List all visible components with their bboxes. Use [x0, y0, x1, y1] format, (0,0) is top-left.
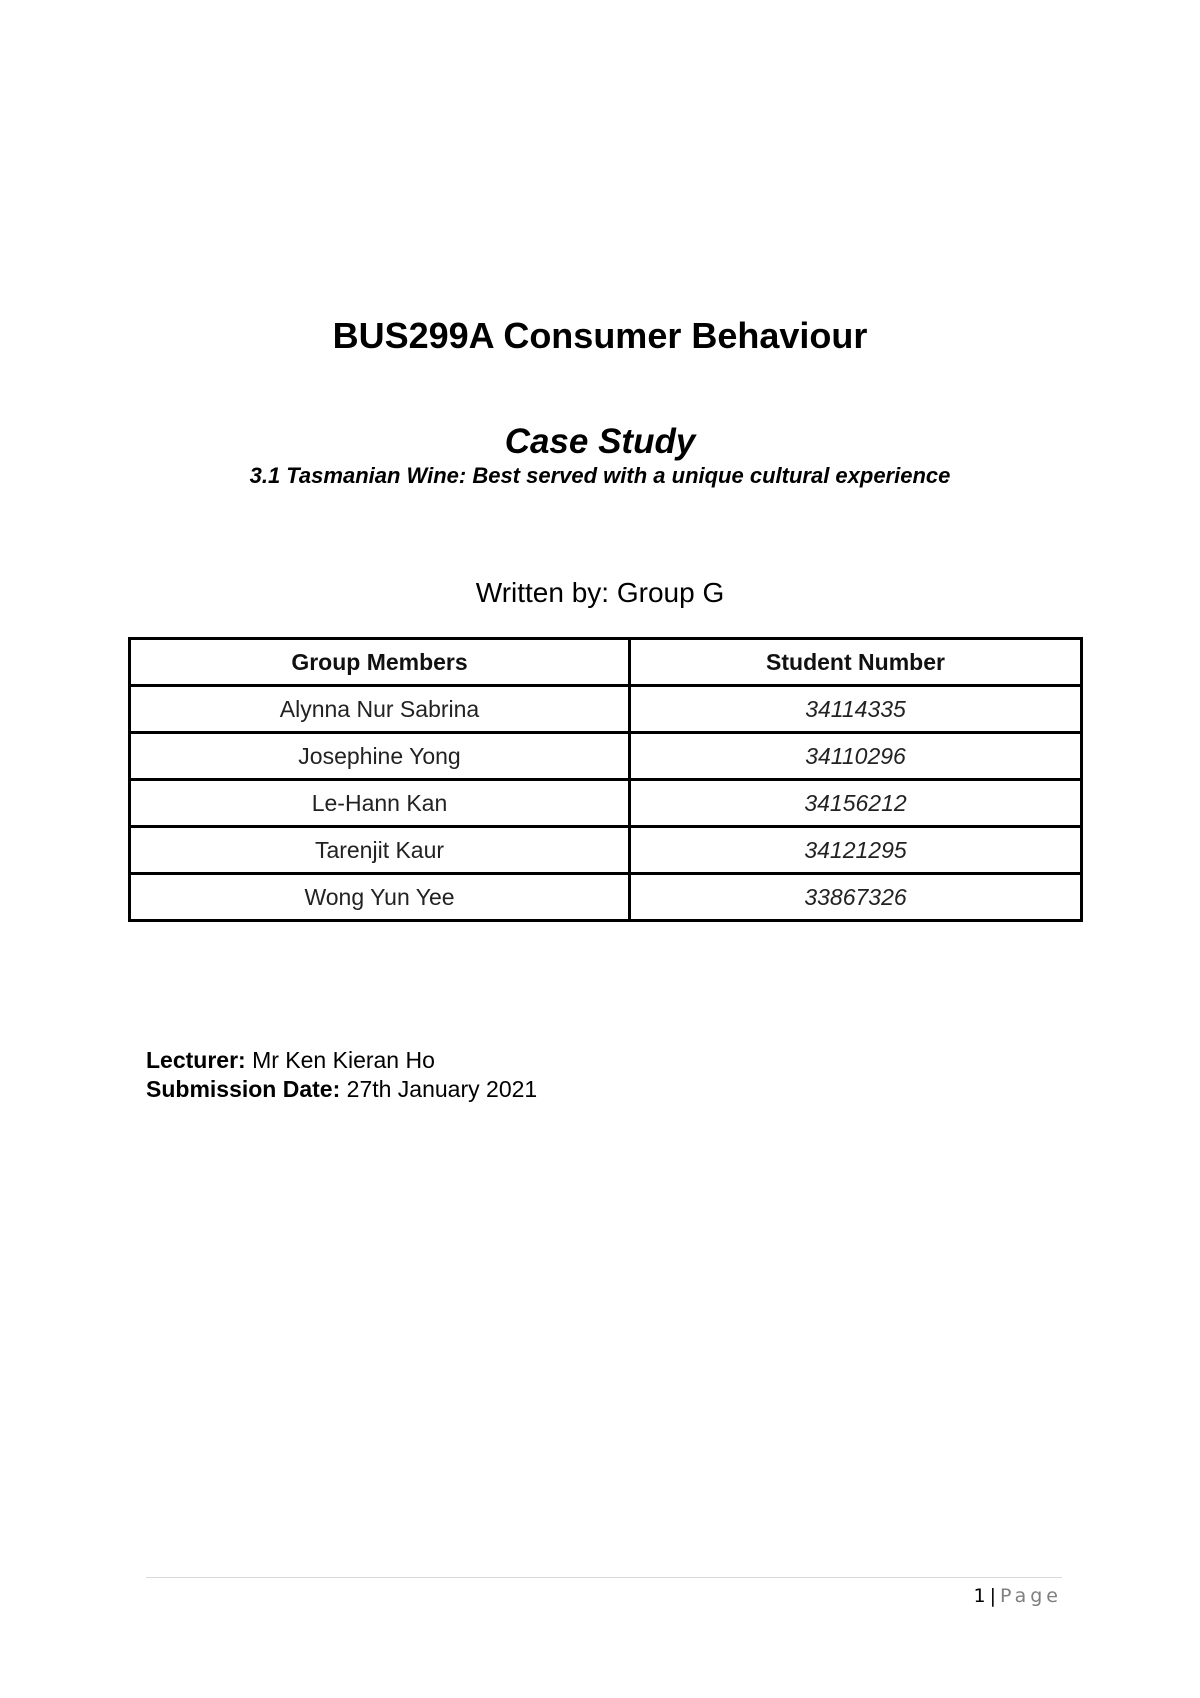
student-number: 34121295	[630, 827, 1082, 874]
case-study-subtitle: 3.1 Tasmanian Wine: Best served with a unique cultural experience	[249, 463, 951, 488]
student-number: 34110296	[630, 733, 1082, 780]
member-name: Alynna Nur Sabrina	[130, 686, 630, 733]
member-name: Wong Yun Yee	[130, 874, 630, 921]
submission-details	[146, 1046, 537, 1104]
lecturer-value: Mr Ken Kieran Ho	[252, 1047, 435, 1073]
lecturer-label: Lecturer:	[146, 1047, 246, 1073]
group-members-table	[128, 637, 1083, 922]
student-number: 34156212	[630, 780, 1082, 827]
member-name: Josephine Yong	[130, 733, 630, 780]
page-footer	[974, 1584, 1063, 1608]
student-number: 34114335	[630, 686, 1082, 733]
page-number: 1	[973, 1585, 986, 1607]
case-study-heading: Case Study	[504, 422, 696, 461]
table-row	[130, 686, 1082, 733]
submission-date-line	[146, 1075, 537, 1104]
member-name: Tarenjit Kaur	[130, 827, 630, 874]
header-group-members: Group Members	[130, 639, 630, 686]
course-title: BUS299A Consumer Behaviour	[332, 315, 868, 356]
footer-divider	[146, 1577, 1062, 1578]
member-name: Le-Hann Kan	[130, 780, 630, 827]
student-number: 33867326	[630, 874, 1082, 921]
written-by-line: Written by: Group G	[475, 577, 725, 608]
footer-separator: |	[989, 1585, 996, 1607]
page-label: Page	[1000, 1585, 1062, 1607]
table-row	[130, 780, 1082, 827]
submission-date-label: Submission Date:	[146, 1076, 341, 1102]
header-student-number: Student Number	[630, 639, 1082, 686]
table-header-row	[130, 639, 1082, 686]
table-row	[130, 733, 1082, 780]
submission-date-value: 27th January 2021	[346, 1076, 538, 1102]
lecturer-line	[146, 1046, 537, 1075]
table-row	[130, 827, 1082, 874]
table-row	[130, 874, 1082, 921]
